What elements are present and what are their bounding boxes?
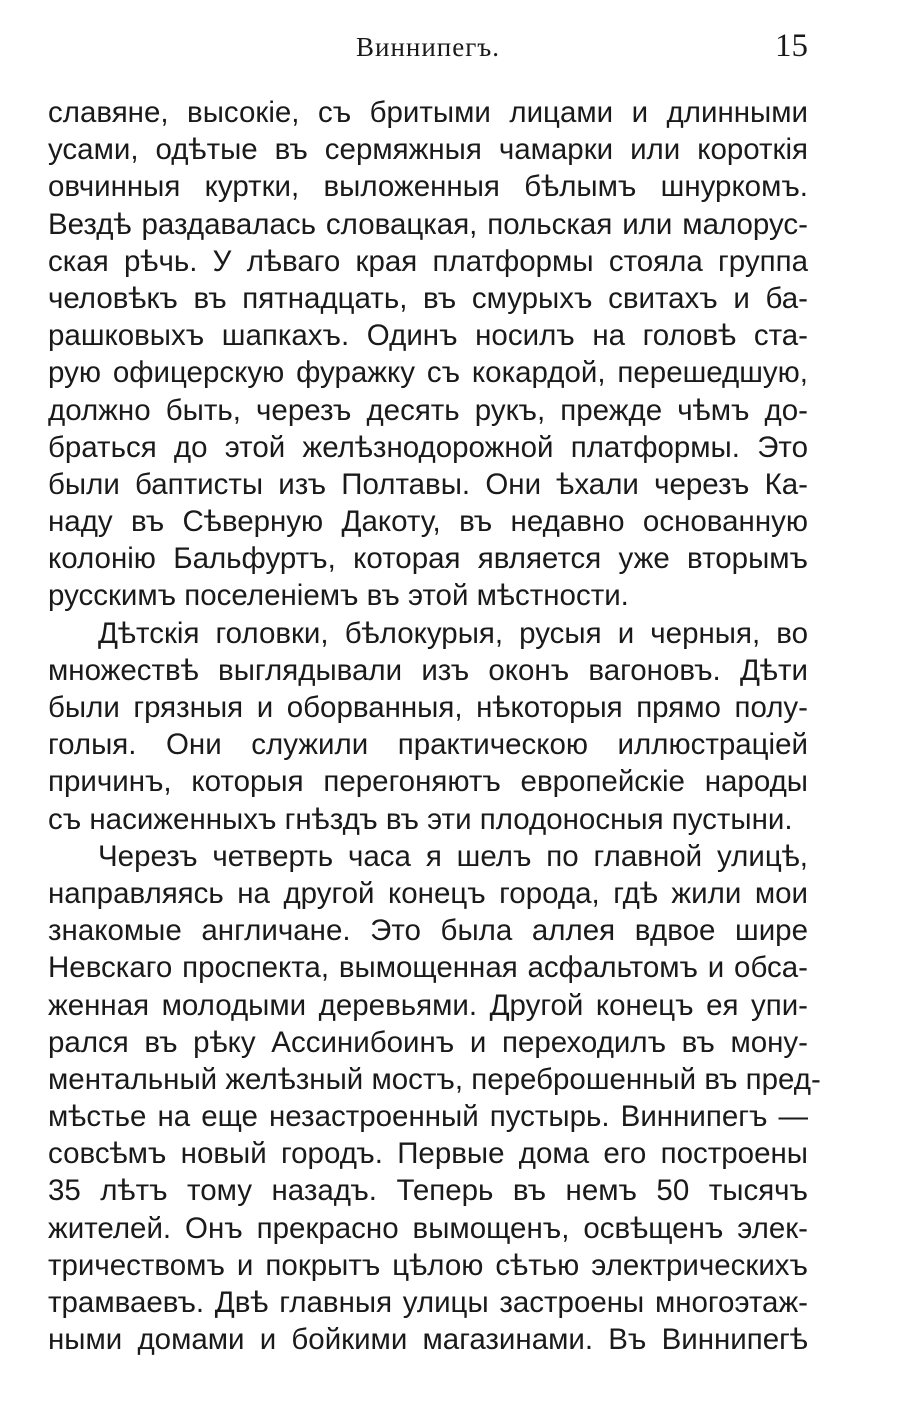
text-line: 35 лѣтъ тому назадъ. Теперь въ немъ 50 тысячъ (48, 1174, 808, 1208)
text-line: ментальный желѣзный мостъ, переброшенный въ пред- (48, 1062, 821, 1096)
text-line: женная молодыми деревьями. Другой конецъ ея упи- (48, 988, 808, 1022)
text-line: голыя. Они служили практическою иллюстраціей (48, 728, 808, 762)
running-title: Виннипегъ. (355, 32, 501, 62)
text-line: множествѣ выглядывали изъ оконъ вагоновъ. Дѣти (48, 653, 808, 687)
text-line: мѣстье на еще незастроенный пустырь. Виннипегъ — (48, 1100, 808, 1134)
body-text (48, 94, 821, 1358)
text-line: были грязныя и оборванныя, нѣкоторыя прямо полу- (48, 691, 808, 724)
text-line: трамваевъ. Двѣ главныя улицы застроены многоэтаж- (48, 1286, 808, 1319)
text-line: направляясь на другой конецъ города, гдѣ жили мои (48, 876, 808, 910)
text-line: ными домами и бойкими магазинами. Въ Виннипегѣ (48, 1323, 808, 1357)
paragraph (48, 94, 808, 615)
text-line: рался въ рѣку Ассинибоинъ и переходилъ въ мону- (48, 1025, 808, 1059)
text-line: Невскаго проспекта, вымощенная асфальтомъ и обса- (48, 951, 808, 985)
text-line: были баптисты изъ Полтавы. Они ѣхали черезъ Ка- (48, 467, 808, 501)
text-line: Дѣтскія головки, бѣлокурыя, русыя и черныя, во (98, 616, 808, 650)
text-line: браться до этой желѣзнодорожной платформы. Это (48, 430, 808, 464)
text-line: ская рѣчь. У лѣваго края платформы стояла группа (48, 244, 808, 278)
text-line: жителей. Онъ прекрасно вымощенъ, освѣщенъ элек- (48, 1211, 808, 1245)
text-line: овчинныя куртки, выложенныя бѣлымъ шнуркомъ. (48, 170, 808, 204)
paragraph (48, 615, 808, 838)
text-line: Вездѣ раздавалась словацкая, польская или малорус- (48, 207, 808, 241)
page-number: 15 (775, 28, 808, 64)
text-line: человѣкъ въ пятнадцать, въ смурыхъ свитахъ и ба- (48, 281, 808, 315)
text-line: Черезъ четверть часа я шелъ по главной улицѣ, (98, 839, 808, 873)
text-line: русскимъ поселеніемъ въ этой мѣстности. (48, 579, 629, 613)
text-line: рую офицерскую фуражку съ кокардой, перешедшую, (48, 356, 808, 390)
text-line: усами, одѣтые въ сермяжныя чамарки или короткія (48, 133, 808, 167)
text-line: совсѣмъ новый городъ. Первые дома его построены (48, 1137, 808, 1171)
text-line: знакомые англичане. Это была аллея вдвое шире (48, 914, 808, 948)
text-line: тричествомъ и покрытъ цѣлою сѣтью электрическихъ (48, 1248, 808, 1282)
text-line: славяне, высокіе, съ бритыми лицами и длинными (48, 96, 808, 129)
running-head (48, 28, 808, 68)
text-line: причинъ, которыя перегоняютъ европейскіе народы (48, 765, 808, 799)
text-line: наду въ Сѣверную Дакоту, въ недавно основанную (48, 505, 808, 539)
paragraph (48, 838, 821, 1359)
text-line: колонію Бальфуртъ, которая является уже вторымъ (48, 542, 808, 576)
text-line: рашковыхъ шапкахъ. Одинъ носилъ на головѣ ста- (48, 319, 808, 353)
text-line: съ насиженныхъ гнѣздъ въ эти плодоносныя пустыни. (48, 802, 793, 836)
text-line: должно быть, черезъ десять рукъ, прежде чѣмъ до- (48, 393, 808, 427)
